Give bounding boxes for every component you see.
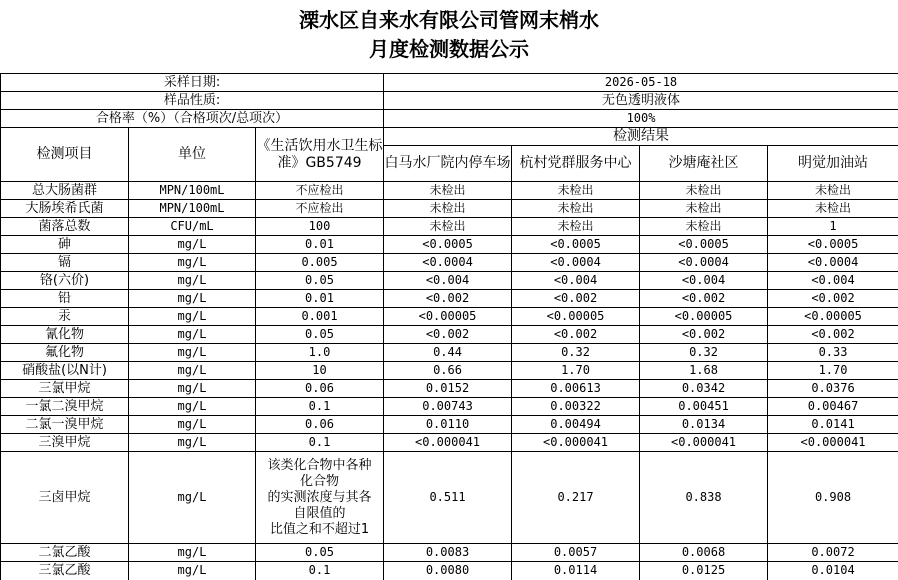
row-standard: 0.06 [256,416,384,434]
row-value-site-1: 未检出 [384,218,512,236]
row-standard: 0.1 [256,562,384,580]
pass-rate-value: 100% [384,110,898,128]
sampling-date-row [1,74,898,92]
table-row [1,218,898,236]
standard-text-line: 该类化合物中各种 [267,457,372,473]
row-value-site-4: <0.002 [768,290,898,308]
header-site-1: 白马水厂院内停车场 [384,146,512,182]
row-unit: mg/L [129,380,256,398]
row-value-site-1: 0.0083 [384,544,512,562]
row-value-site-3: <0.000041 [640,434,768,452]
row-value-site-1: 0.0080 [384,562,512,580]
row-value-site-1: 0.44 [384,344,512,362]
table-row [1,452,898,544]
row-value-site-2: <0.002 [512,326,640,344]
header-site-3: 沙塘庵社区 [640,146,768,182]
title-line-1: 溧水区自来水有限公司管网末梢水 [299,8,599,32]
row-standard: 0.05 [256,544,384,562]
table-row [1,290,898,308]
row-value-site-3: <0.002 [640,290,768,308]
row-unit: MPN/100mL [129,200,256,218]
row-unit: mg/L [129,254,256,272]
row-standard: 0.1 [256,398,384,416]
row-value-site-2: 未检出 [512,182,640,200]
table-row [1,308,898,326]
header-site-4: 明觉加油站 [768,146,898,182]
row-value-site-1: 0.00743 [384,398,512,416]
row-item: 汞 [1,308,129,326]
row-value-site-4: 1 [768,218,898,236]
row-unit: mg/L [129,272,256,290]
row-item: 二氯乙酸 [1,544,129,562]
row-value-site-2: <0.0004 [512,254,640,272]
row-standard: 0.05 [256,326,384,344]
row-value-site-1: <0.0005 [384,236,512,254]
table-row [1,326,898,344]
table-row [1,380,898,398]
row-value-site-2: 0.00613 [512,380,640,398]
row-value-site-2: 0.32 [512,344,640,362]
row-standard: 100 [256,218,384,236]
row-value-site-3: 0.0068 [640,544,768,562]
row-item: 大肠埃希氏菌 [1,200,129,218]
header-unit: 单位 [129,128,256,182]
header-site-2: 杭村党群服务中心 [512,146,640,182]
table-row [1,272,898,290]
row-unit: CFU/mL [129,218,256,236]
row-value-site-1: <0.004 [384,272,512,290]
row-value-site-3: <0.0005 [640,236,768,254]
row-value-site-1: 0.0110 [384,416,512,434]
table-row [1,544,898,562]
row-value-site-3: 0.32 [640,344,768,362]
row-value-site-4: 0.908 [768,452,898,544]
row-value-site-2: <0.0005 [512,236,640,254]
row-value-site-2: 1.70 [512,362,640,380]
table-row [1,254,898,272]
row-value-site-4: <0.002 [768,326,898,344]
row-unit: mg/L [129,398,256,416]
row-value-site-2: 0.0057 [512,544,640,562]
row-unit: mg/L [129,434,256,452]
row-value-site-4: 0.33 [768,344,898,362]
row-value-site-1: <0.00005 [384,308,512,326]
row-standard [256,452,384,544]
table-row [1,182,898,200]
row-value-site-1: 未检出 [384,200,512,218]
sample-nature-row [1,92,898,110]
row-value-site-4: <0.0005 [768,236,898,254]
row-value-site-3: <0.0004 [640,254,768,272]
row-item: 镉 [1,254,129,272]
row-item: 铅 [1,290,129,308]
row-standard: 0.06 [256,380,384,398]
standard-text-line: 比值之和不超过1 [269,521,370,537]
row-value-site-4: 0.0376 [768,380,898,398]
row-standard: 0.01 [256,290,384,308]
row-unit: mg/L [129,544,256,562]
row-value-site-4: 0.0141 [768,416,898,434]
row-unit: mg/L [129,290,256,308]
row-value-site-4: <0.004 [768,272,898,290]
row-unit: mg/L [129,308,256,326]
pass-rate-row [1,110,898,128]
row-value-site-1: 未检出 [384,182,512,200]
header-row-1 [1,128,898,146]
row-value-site-2: 0.217 [512,452,640,544]
table-row [1,398,898,416]
standard-text-line: 自限值的 [293,505,346,521]
row-value-site-3: <0.004 [640,272,768,290]
row-value-site-2: <0.004 [512,272,640,290]
row-value-site-1: 0.66 [384,362,512,380]
row-item: 总大肠菌群 [1,182,129,200]
table-row [1,562,898,580]
table-row [1,416,898,434]
row-value-site-3: 0.00451 [640,398,768,416]
row-value-site-4: 0.0104 [768,562,898,580]
row-unit: mg/L [129,344,256,362]
row-value-site-3: <0.002 [640,326,768,344]
row-value-site-2: 0.0114 [512,562,640,580]
header-standard: 《生活饮用水卫生标准》GB5749 [256,128,384,182]
row-value-site-1: <0.002 [384,326,512,344]
row-value-site-1: 0.0152 [384,380,512,398]
row-value-site-2: 未检出 [512,200,640,218]
row-standard: 0.001 [256,308,384,326]
row-value-site-1: <0.0004 [384,254,512,272]
row-unit: mg/L [129,236,256,254]
header-item: 检测项目 [1,128,129,182]
row-value-site-1: <0.002 [384,290,512,308]
row-item: 硝酸盐(以N计) [1,362,129,380]
row-item: 二氯一溴甲烷 [1,416,129,434]
row-value-site-2: <0.000041 [512,434,640,452]
row-value-site-3: 未检出 [640,182,768,200]
row-standard: 不应检出 [256,182,384,200]
sampling-date-label: 采样日期: [1,74,384,92]
row-value-site-2: 未检出 [512,218,640,236]
standard-text-line: 化合物 [300,473,340,489]
row-value-site-1: 0.511 [384,452,512,544]
table-row [1,200,898,218]
row-item: 三氯甲烷 [1,380,129,398]
header-results: 检测结果 [384,128,898,146]
table-row [1,236,898,254]
row-item: 氟化物 [1,344,129,362]
row-value-site-1: <0.000041 [384,434,512,452]
row-value-site-4: 0.00467 [768,398,898,416]
row-item: 菌落总数 [1,218,129,236]
row-unit: mg/L [129,562,256,580]
row-value-site-4: 未检出 [768,182,898,200]
row-standard: 0.01 [256,236,384,254]
row-item: 三溴甲烷 [1,434,129,452]
row-standard: 0.05 [256,272,384,290]
row-value-site-4: 0.0072 [768,544,898,562]
pass-rate-label: 合格率（%）（合格项次/总项次） [1,110,384,128]
sample-nature-value: 无色透明液体 [384,92,898,110]
row-value-site-3: 1.68 [640,362,768,380]
row-unit: MPN/100mL [129,182,256,200]
row-item: 铬(六价) [1,272,129,290]
row-value-site-4: 未检出 [768,200,898,218]
row-item: 砷 [1,236,129,254]
row-value-site-4: <0.000041 [768,434,898,452]
row-standard: 0.1 [256,434,384,452]
row-value-site-3: 0.0342 [640,380,768,398]
title-line-2: 月度检测数据公示 [369,37,529,61]
row-value-site-3: 0.0134 [640,416,768,434]
row-item: 一氯二溴甲烷 [1,398,129,416]
row-value-site-2: 0.00494 [512,416,640,434]
row-value-site-2: <0.00005 [512,308,640,326]
row-item: 三卤甲烷 [1,452,129,544]
sample-nature-label: 样品性质: [1,92,384,110]
row-value-site-3: 未检出 [640,200,768,218]
row-standard: 不应检出 [256,200,384,218]
table-row [1,344,898,362]
row-unit: mg/L [129,452,256,544]
row-standard: 10 [256,362,384,380]
row-unit: mg/L [129,326,256,344]
row-standard: 0.005 [256,254,384,272]
table-row [1,362,898,380]
row-value-site-4: <0.0004 [768,254,898,272]
row-unit: mg/L [129,416,256,434]
row-value-site-3: 0.838 [640,452,768,544]
row-value-site-2: <0.002 [512,290,640,308]
row-standard: 1.0 [256,344,384,362]
row-value-site-4: 1.70 [768,362,898,380]
row-value-site-3: 0.0125 [640,562,768,580]
sampling-date-value: 2026-05-18 [384,74,898,92]
row-value-site-2: 0.00322 [512,398,640,416]
standard-text-line: 的实测浓度与其各 [267,489,372,505]
row-value-site-3: <0.00005 [640,308,768,326]
row-value-site-4: <0.00005 [768,308,898,326]
row-value-site-3: 未检出 [640,218,768,236]
row-unit: mg/L [129,362,256,380]
row-item: 氰化物 [1,326,129,344]
data-table [0,73,898,580]
row-item: 三氯乙酸 [1,562,129,580]
table-row [1,434,898,452]
